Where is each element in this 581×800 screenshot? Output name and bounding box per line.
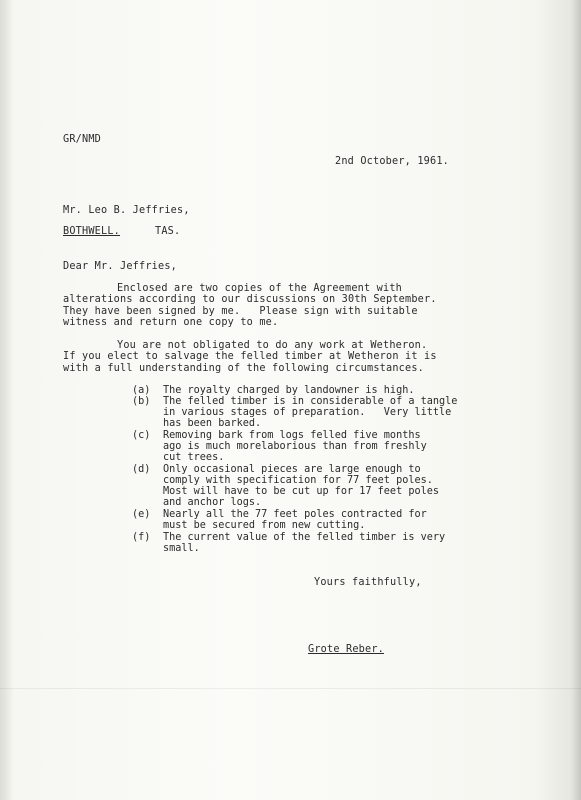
list-item-letter: (b) (132, 396, 151, 407)
paragraph-line: alterations according to our discussions on 30th September. (63, 294, 437, 305)
list-item-line: The current value of the felled timber is very (163, 532, 446, 543)
paragraph-line: with a full understanding of the following circumstances. (63, 363, 425, 374)
paragraph-line: If you elect to salvage the felled timber at Wetheron it is (63, 351, 437, 362)
list-item-line: must be secured from new cutting. (163, 520, 366, 531)
reference-code: GR/NMD (63, 134, 102, 145)
list-item-line: Removing bark from logs felled five months (163, 430, 421, 441)
paragraph-line: Enclosed are two copies of the Agreement with (117, 283, 403, 294)
salutation: Dear Mr. Jeffries, (63, 261, 178, 272)
list-item-line: small. (163, 543, 200, 554)
list-item-line: cut trees. (163, 452, 225, 463)
list-item-line: The royalty charged by landowner is high. (163, 385, 415, 396)
list-item-line: has been barked. (163, 418, 262, 429)
list-item-line: in various stages of preparation. Very little (163, 407, 452, 418)
recipient-town: BOTHWELL. (63, 226, 121, 237)
list-item-line: Nearly all the 77 feet poles contracted for (163, 509, 427, 520)
list-item-line: Only occasional pieces are large enough to (163, 464, 421, 475)
recipient-name: Mr. Leo B. Jeffries, (63, 205, 190, 216)
list-item-line: Most will have to be cut up for 17 feet poles (163, 486, 440, 497)
paragraph-line: They have been signed by me. Please sign with suitable (63, 306, 418, 317)
recipient-state: TAS. (155, 226, 181, 237)
signature: Grote Reber. (308, 644, 385, 655)
paragraph-line: You are not obligated to do any work at Wetheron. (117, 340, 428, 351)
list-item-letter: (e) (132, 509, 151, 520)
list-item-letter: (f) (132, 532, 151, 543)
paper-fold-line (0, 688, 581, 689)
list-item-letter: (a) (132, 385, 151, 396)
closing: Yours faithfully, (314, 577, 422, 588)
list-item-line: ago is much morelaborious than from freshly (163, 441, 427, 452)
list-item-letter: (d) (132, 464, 151, 475)
letter-date: 2nd October, 1961. (335, 156, 450, 167)
list-item-line: comply with specification for 77 feet poles. (163, 475, 433, 486)
list-item-line: The felled timber is in considerable of a tangle (163, 396, 458, 407)
list-item-line: and anchor logs. (163, 497, 262, 508)
list-item-letter: (c) (132, 430, 151, 441)
page-edge-shadow (571, 0, 581, 800)
paragraph-line: witness and return one copy to me. (63, 317, 279, 328)
